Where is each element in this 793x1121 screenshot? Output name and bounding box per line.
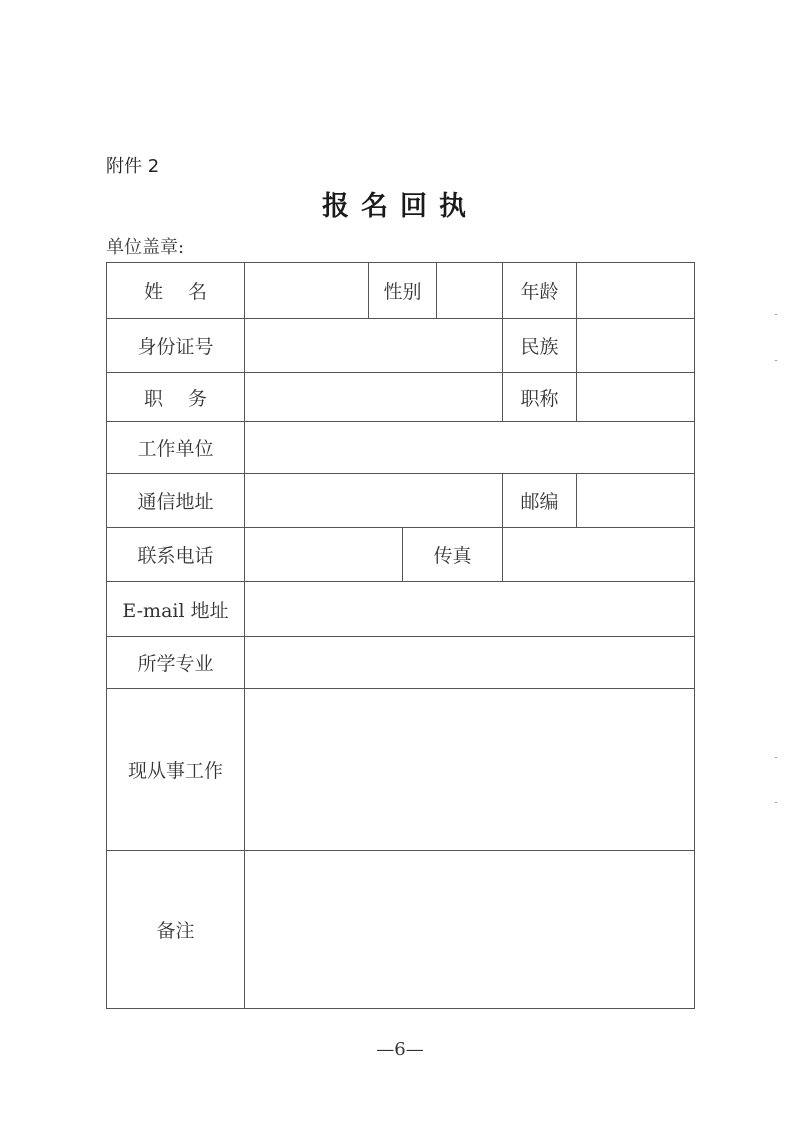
position-label: 职 务 (143, 387, 208, 410)
ethnicity-label: 民族 (520, 336, 559, 358)
phone-field[interactable] (245, 528, 402, 581)
fax-label: 传真 (433, 545, 472, 567)
ethnicity-field[interactable] (577, 319, 694, 372)
id-number-label: 身份证号 (137, 336, 214, 358)
position-field[interactable] (245, 373, 502, 421)
page-title: 报名回执 (322, 191, 478, 222)
address-label: 通信地址 (137, 491, 214, 513)
scan-mark (775, 757, 777, 758)
remarks-label: 备注 (156, 920, 195, 942)
name-label: 姓 名 (143, 281, 208, 303)
page-number: —6— (376, 1039, 424, 1060)
phone-label: 联系电话 (137, 545, 214, 567)
unit-stamp-label: 单位盖章: (106, 237, 185, 258)
registration-form-table (106, 262, 695, 1009)
gender-field[interactable] (437, 263, 502, 318)
gender-label: 性别 (383, 281, 422, 303)
major-field[interactable] (245, 637, 694, 688)
name-field[interactable] (245, 263, 368, 318)
id-number-field[interactable] (245, 319, 502, 372)
email-field[interactable] (245, 582, 694, 636)
current-work-field[interactable] (245, 689, 694, 850)
remarks-field[interactable] (245, 851, 694, 1008)
current-work-label: 现从事工作 (127, 760, 223, 782)
employer-label: 工作单位 (137, 438, 214, 460)
employer-field[interactable] (245, 422, 694, 473)
scan-mark (775, 360, 777, 361)
postcode-field[interactable] (577, 474, 694, 527)
attachment-label: 附件 2 (106, 156, 160, 177)
professional-title-label: 职称 (520, 387, 559, 410)
scan-mark (775, 314, 777, 315)
postcode-label: 邮编 (520, 491, 559, 513)
scan-mark (775, 802, 777, 803)
age-label: 年龄 (520, 281, 559, 303)
fax-field[interactable] (503, 528, 694, 581)
age-field[interactable] (577, 263, 694, 318)
address-field[interactable] (245, 474, 502, 527)
email-label: E-mail 地址 (122, 599, 229, 622)
major-label: 所学专业 (137, 653, 214, 675)
professional-title-field[interactable] (577, 373, 694, 421)
